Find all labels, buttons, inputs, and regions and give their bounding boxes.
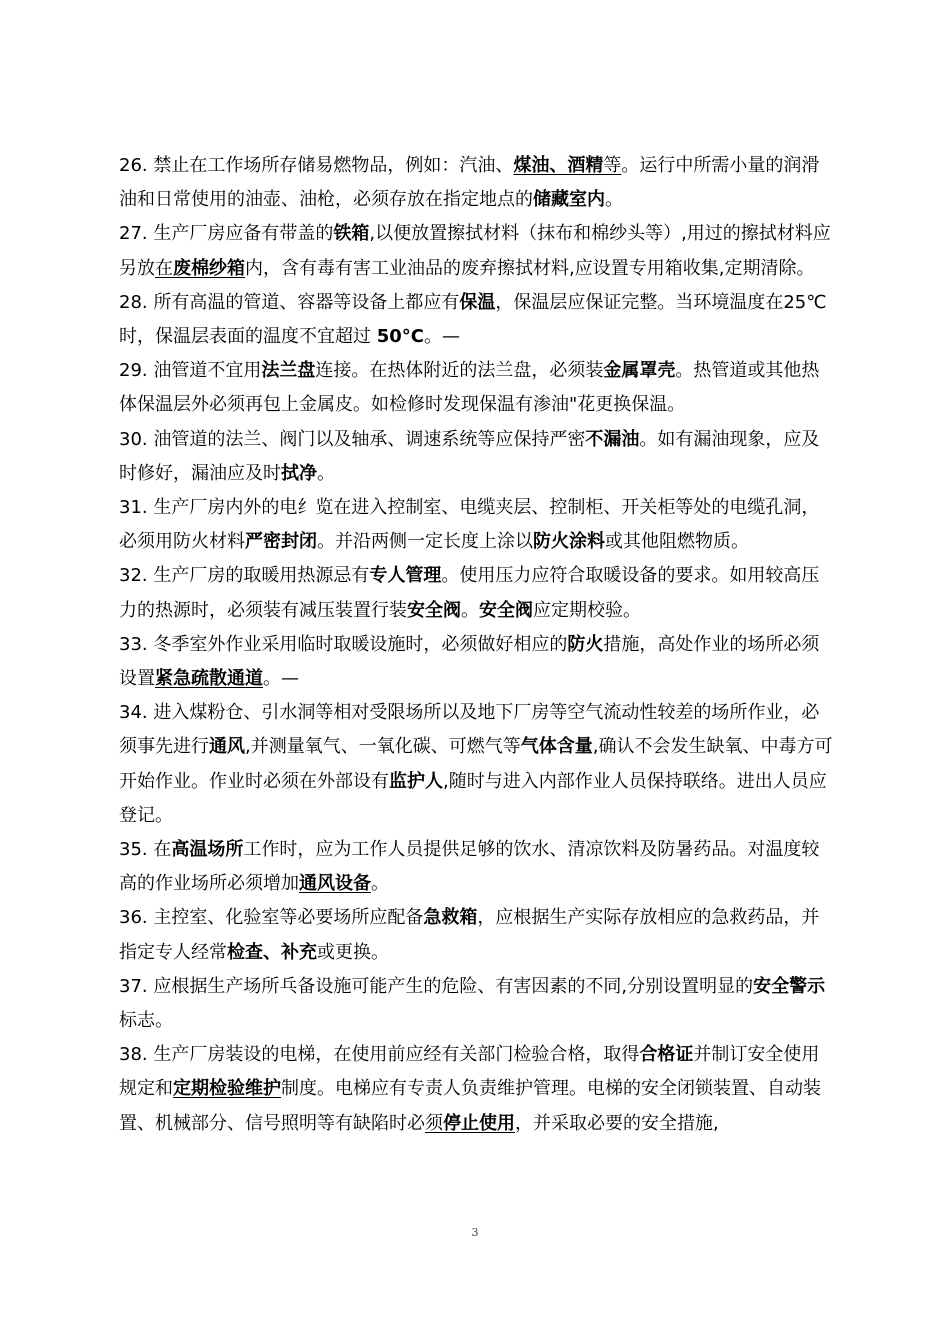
- underlined-text: 须: [425, 1112, 443, 1134]
- bold-keyword: 安全警示: [753, 975, 826, 997]
- bold-keyword: 停止使用: [443, 1112, 515, 1134]
- bold-keyword: 防火涂料: [533, 531, 605, 553]
- text-segment: 。—: [263, 668, 299, 690]
- text-segment: 30. 油管道的法兰、阀门以及轴承、调速系统等应保持严密: [119, 428, 586, 450]
- bold-keyword: 煤油、酒精: [513, 155, 604, 176]
- page-number: 3: [471, 1226, 479, 1239]
- list-item: [119, 354, 837, 422]
- list-item: [119, 286, 837, 354]
- text-segment: 27. 生产厂房应备有带盖的: [119, 223, 334, 245]
- bold-keyword: 废棉纱箱: [173, 257, 245, 279]
- text-segment: 31. 生产厂房内外的电纟览在进入控制室、电缆夹层、控制柜、开关柜等处的电缆孔洞，必须用防火材料: [119, 497, 820, 553]
- text-segment: 或其他阻燃物质。: [605, 531, 749, 553]
- text-segment: 38. 生产厂房装设的电梯，在使用前应经有关部门检验合格，取得: [119, 1044, 640, 1066]
- bold-keyword: 储藏室内: [533, 189, 605, 211]
- list-item: [119, 559, 837, 627]
- bold-keyword: 急救箱: [423, 907, 478, 929]
- list-item: [119, 628, 837, 696]
- text-segment: 标志。: [119, 1010, 173, 1032]
- text-segment: 工作时，应为工作人员提供足够的饮水、清凉饮料及防暑药品。对温度较高的作业场所必须增加: [119, 839, 820, 895]
- list-item: [119, 970, 837, 1038]
- text-segment: 制度。电梯应有专责人负责维护管理。电梯的安全闭锁装置、自动装置、机械部分、信号照明等有缺陷时必: [119, 1078, 821, 1134]
- text-segment: ，保温层应保证完整。当环境温度在25℃时，保温层表面的温度不宜超过: [119, 291, 827, 348]
- bold-keyword: 金属罩壳: [603, 360, 676, 382]
- text-segment: 。: [371, 873, 389, 895]
- bold-keyword: 安全阀: [479, 599, 533, 621]
- text-segment: 。运行中所需小量的润滑油和日常使用的油壶、油枪，必须存放在指定地点的: [119, 155, 820, 211]
- underlined-text: 在: [155, 257, 173, 279]
- text-segment: 。: [461, 599, 479, 621]
- text-segment: ,随时与进入内部作业人员保持联络。进出人员应登记。: [119, 770, 827, 826]
- underlined-text: 等: [603, 155, 622, 176]
- bold-keyword: 安全阀: [407, 599, 461, 621]
- list-item: [119, 901, 837, 969]
- text-segment: 。并沿两侧一定长度上涂以: [317, 531, 533, 553]
- text-segment: 或更换。: [317, 941, 389, 963]
- text-segment: 29. 油管道不宜用: [119, 360, 262, 382]
- bold-keyword: 铁箱: [333, 223, 370, 245]
- list-item: [119, 696, 837, 833]
- text-segment: 。使用压力应符合取暖设备的要求。如用较高压力的热源时，必须装有减压装置行装: [119, 565, 820, 621]
- text-segment: 32. 生产厂房的取暖用热源忌有: [119, 565, 370, 587]
- list-item: [119, 423, 837, 491]
- bold-keyword: 检查、补充: [227, 941, 317, 963]
- list-item: [119, 149, 837, 217]
- bold-keyword: 紧急疏散通道: [155, 668, 263, 690]
- text-segment: ，并采取必要的安全措施,: [515, 1112, 719, 1134]
- bold-keyword: 50°C: [376, 326, 424, 348]
- text-segment: 36. 主控室、化验室等必要场所应配备: [119, 907, 424, 929]
- text-segment: 。—: [424, 326, 460, 348]
- bold-keyword: 通风设备: [299, 873, 371, 895]
- bold-keyword: 防火: [567, 633, 604, 655]
- text-segment: 。如有漏油现象，应及时修好，漏油应及时: [119, 428, 820, 484]
- bold-keyword: 定期检验维护: [173, 1078, 281, 1100]
- bold-keyword: 专人管理: [369, 565, 442, 587]
- text-segment: 34. 进入煤粉仓、引水洞等相对受限场所以及地下厂房等空气流动性较差的场所作业，必须事先进行: [119, 702, 820, 758]
- bold-keyword: 监护人: [389, 770, 443, 792]
- bold-keyword: 拭净: [281, 462, 317, 484]
- text-segment: 措施，高处作业的场所必须设置: [119, 633, 820, 690]
- list-item: [119, 491, 837, 559]
- text-segment: 26. 禁止在工作场所存储易燃物品，例如：汽油、: [119, 155, 514, 176]
- text-segment: ,以便放置擦拭材料（抹布和棉纱头等）,用过的擦拭材料应另放: [119, 223, 831, 279]
- text-segment: 内，含有毒有害工业油品的废弃擦拭材料,应设置专用箱收集,定期清除。: [245, 257, 815, 279]
- bold-keyword: 高温场所: [171, 839, 244, 861]
- text-segment: 应定期校验。: [533, 599, 641, 621]
- text-segment: 。热管道或其他热体保温层外必须再包上金属皮。如检修时发现保温有渗油"花更换保温。: [119, 360, 820, 416]
- text-segment: 。: [317, 462, 335, 484]
- bold-keyword: 严密封闭: [245, 531, 317, 553]
- text-segment: 35. 在: [119, 839, 172, 861]
- bold-keyword: 通风: [209, 736, 245, 758]
- text-segment: 33. 冬季室外作业采用临时取暖设施时，必须做好相应的: [119, 633, 568, 655]
- bold-keyword: 法兰盘: [261, 360, 316, 382]
- text-segment: 。: [605, 189, 623, 211]
- bold-keyword: 合格证: [639, 1044, 694, 1066]
- text-segment: ,确认不会发生缺氧、中毒方可开始作业。作业时必须在外部设有: [119, 736, 833, 792]
- list-item: [119, 833, 837, 901]
- list-item: [119, 217, 837, 285]
- document-body: [119, 149, 837, 1141]
- bold-keyword: 不漏油: [585, 428, 640, 450]
- bold-keyword: 保温: [459, 291, 496, 313]
- text-segment: 37. 应根据生产场所乓备设施可能产生的危险、有害因素的不同,分别设置明显的: [119, 975, 754, 997]
- list-item: [119, 1038, 837, 1141]
- text-segment: ，应根据生产实际存放相应的急救药品，并指定专人经常: [119, 907, 820, 963]
- text-segment: 连接。在热体附近的法兰盘，必须装: [315, 360, 604, 382]
- text-segment: 28. 所有高温的管道、容器等设备上都应有: [119, 291, 460, 313]
- text-segment: 并制订安全使用规定和: [119, 1044, 820, 1100]
- bold-keyword: 气体含量: [520, 736, 593, 758]
- text-segment: ,并测量氧气、一氧化碳、可燃气等: [245, 736, 521, 758]
